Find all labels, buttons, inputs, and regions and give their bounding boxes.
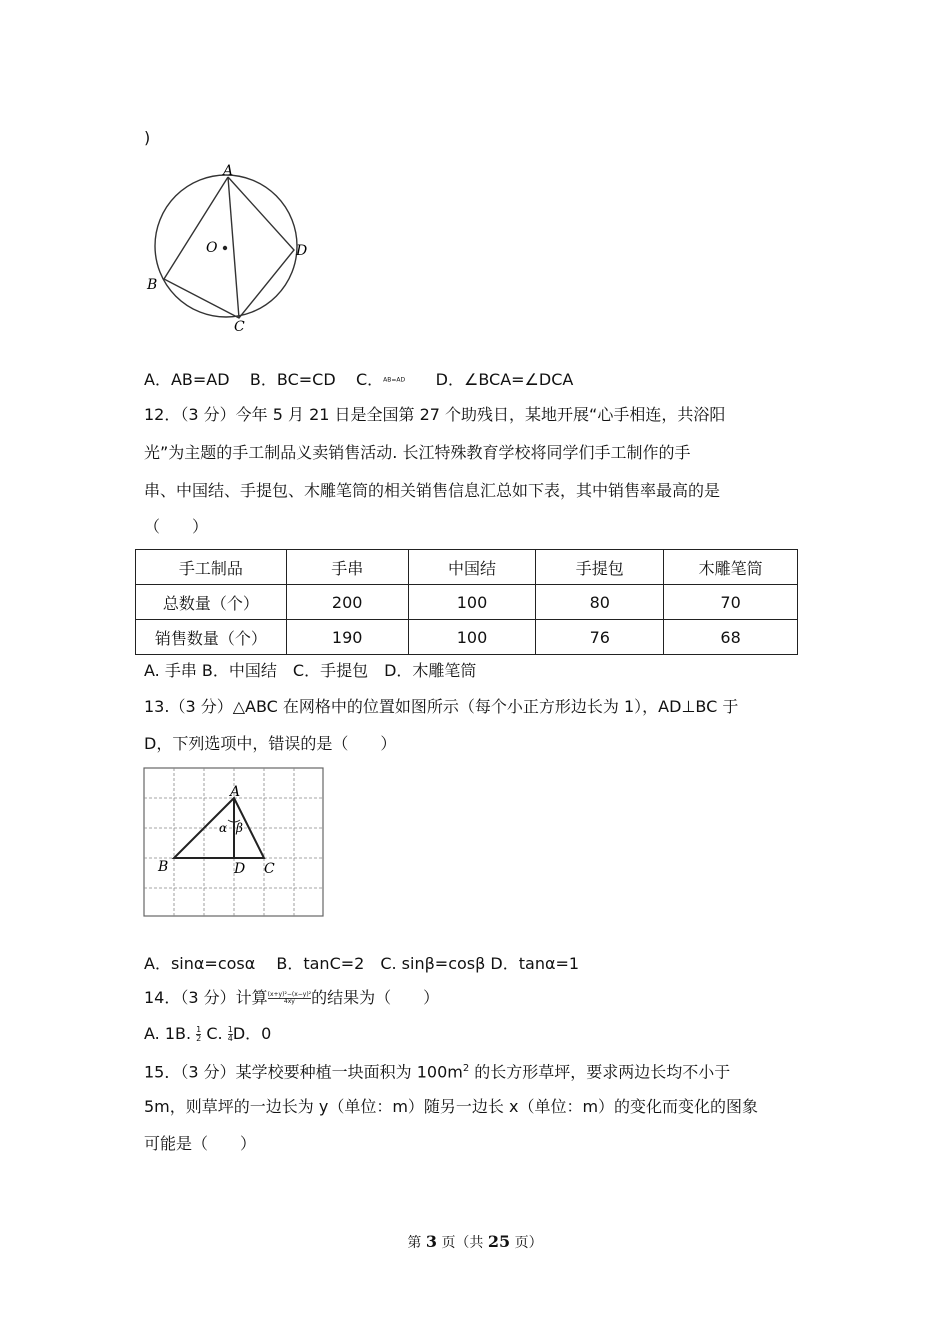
table-header-cell: 中国结	[408, 550, 536, 585]
table-cell: 76	[536, 620, 664, 655]
q13-line1: 13.（3 分）△ABC 在网格中的位置如图所示（每个小正方形边长为 1），AD⊥BC 于	[144, 697, 739, 716]
q11-tail: )	[144, 128, 151, 147]
circle-o	[155, 175, 297, 317]
label-alpha: α	[219, 821, 228, 835]
q11-option-c-arcs: AB=AD	[383, 376, 406, 384]
table-cell: 200	[286, 585, 408, 620]
q12-line1: 12．（3 分）今年 5 月 21 日是全国第 27 个助残日，某地开展“心手相连，共浴阳	[144, 405, 726, 424]
q15-line1-text: 15．（3 分）某学校要种植一块面积为 100m	[144, 1062, 463, 1082]
q15-line3: 可能是（ ）	[144, 1134, 257, 1153]
q15-line2: 5m，则草坪的一边长为 y（单位：m）随另一边长 x（单位：m）的变化而变化的图象	[144, 1097, 759, 1116]
label-a: A	[223, 163, 234, 179]
q12-line4: （ ）	[144, 517, 209, 536]
diagonal-ac	[228, 177, 239, 318]
label-b: B	[158, 859, 169, 875]
fraction-numerator: 1	[227, 1025, 233, 1034]
q14-options	[144, 1024, 271, 1044]
q14-fraction	[268, 992, 311, 1005]
q12-line2: 光”为主题的手工制品义卖销售活动. 长江特殊教育学校将同学们手工制作的手	[144, 443, 691, 462]
q14-suffix: 的结果为（ ）	[311, 988, 440, 1007]
q14-fraction-numerator: (x+y)²−(x−y)²	[267, 991, 312, 998]
q11-option-a: A．AB=AD	[144, 370, 230, 389]
table-header-cell: 手串	[286, 550, 408, 585]
table-header-cell: 手提包	[536, 550, 664, 585]
q15-line1	[144, 1059, 730, 1082]
label-d: D	[234, 861, 246, 877]
label-c: C	[264, 861, 275, 877]
q14-option-c: C.	[206, 1024, 223, 1043]
q14-option-d: D．0	[232, 1024, 272, 1043]
table-cell: 70	[664, 585, 798, 620]
sales-table	[135, 549, 798, 655]
q14-fraction-denominator: 4xy	[283, 998, 295, 1005]
q13-line2: D，下列选项中，错误的是（ ）	[144, 734, 397, 753]
table-cell: 190	[286, 620, 408, 655]
superscript-2: 2	[462, 1063, 470, 1074]
label-beta: β	[236, 821, 243, 835]
q13-grid-figure	[143, 767, 325, 919]
q13-options: A．sinα=cosα B．tanC=2 C. sinβ=cosβ D．tanα=1	[144, 954, 580, 973]
q11-option-c-prefix: C．	[355, 370, 384, 389]
table-cell: 80	[536, 585, 664, 620]
q12-options: A. 手串 B．中国结 C．手提包 D．木雕笔筒	[144, 661, 477, 680]
q14-option-b-fraction	[196, 1026, 201, 1043]
footer-suffix: 页）	[514, 1235, 543, 1251]
page-footer	[0, 1232, 950, 1252]
table-cell: 100	[408, 620, 536, 655]
table-cell: 销售数量（个）	[136, 620, 287, 655]
q14-prefix: 14．（3 分）计算	[144, 988, 268, 1007]
label-o: O	[206, 240, 218, 256]
table-cell: 68	[664, 620, 798, 655]
table-row	[136, 620, 798, 655]
page-number: 3	[425, 1232, 437, 1251]
table-header-cell: 手工制品	[136, 550, 287, 585]
table-cell: 总数量（个）	[136, 585, 287, 620]
q11-circle-figure	[140, 158, 320, 338]
q14-line	[144, 988, 439, 1008]
q11-option-b: B．BC=CD	[249, 370, 336, 389]
table-row	[136, 585, 798, 620]
table-cell: 100	[408, 585, 536, 620]
label-b: B	[147, 277, 158, 293]
label-c: C	[234, 319, 245, 335]
footer-prefix: 第	[407, 1235, 422, 1251]
q11-option-d: D．∠BCA=∠DCA	[435, 370, 574, 389]
q12-line3: 串、中国结、手提包、木雕笔筒的相关销售信息汇总如下表，其中销售率最高的是	[144, 481, 721, 500]
q14-option-a: A. 1B.	[144, 1024, 192, 1043]
table-header-cell: 木雕笔筒	[664, 550, 798, 585]
center-point-o	[223, 246, 227, 250]
total-pages: 25	[487, 1232, 511, 1251]
q15-line1-tail: 的长方形草坪，要求两边长均不小于	[469, 1062, 731, 1082]
fraction-numerator: 1	[196, 1025, 202, 1034]
label-d: D	[296, 243, 308, 259]
fraction-denominator: 4	[227, 1034, 233, 1043]
fraction-denominator: 2	[196, 1034, 202, 1043]
footer-middle: 页（共	[441, 1235, 484, 1251]
q11-options	[144, 370, 573, 391]
label-a: A	[230, 784, 241, 800]
table-header-row	[136, 550, 798, 585]
